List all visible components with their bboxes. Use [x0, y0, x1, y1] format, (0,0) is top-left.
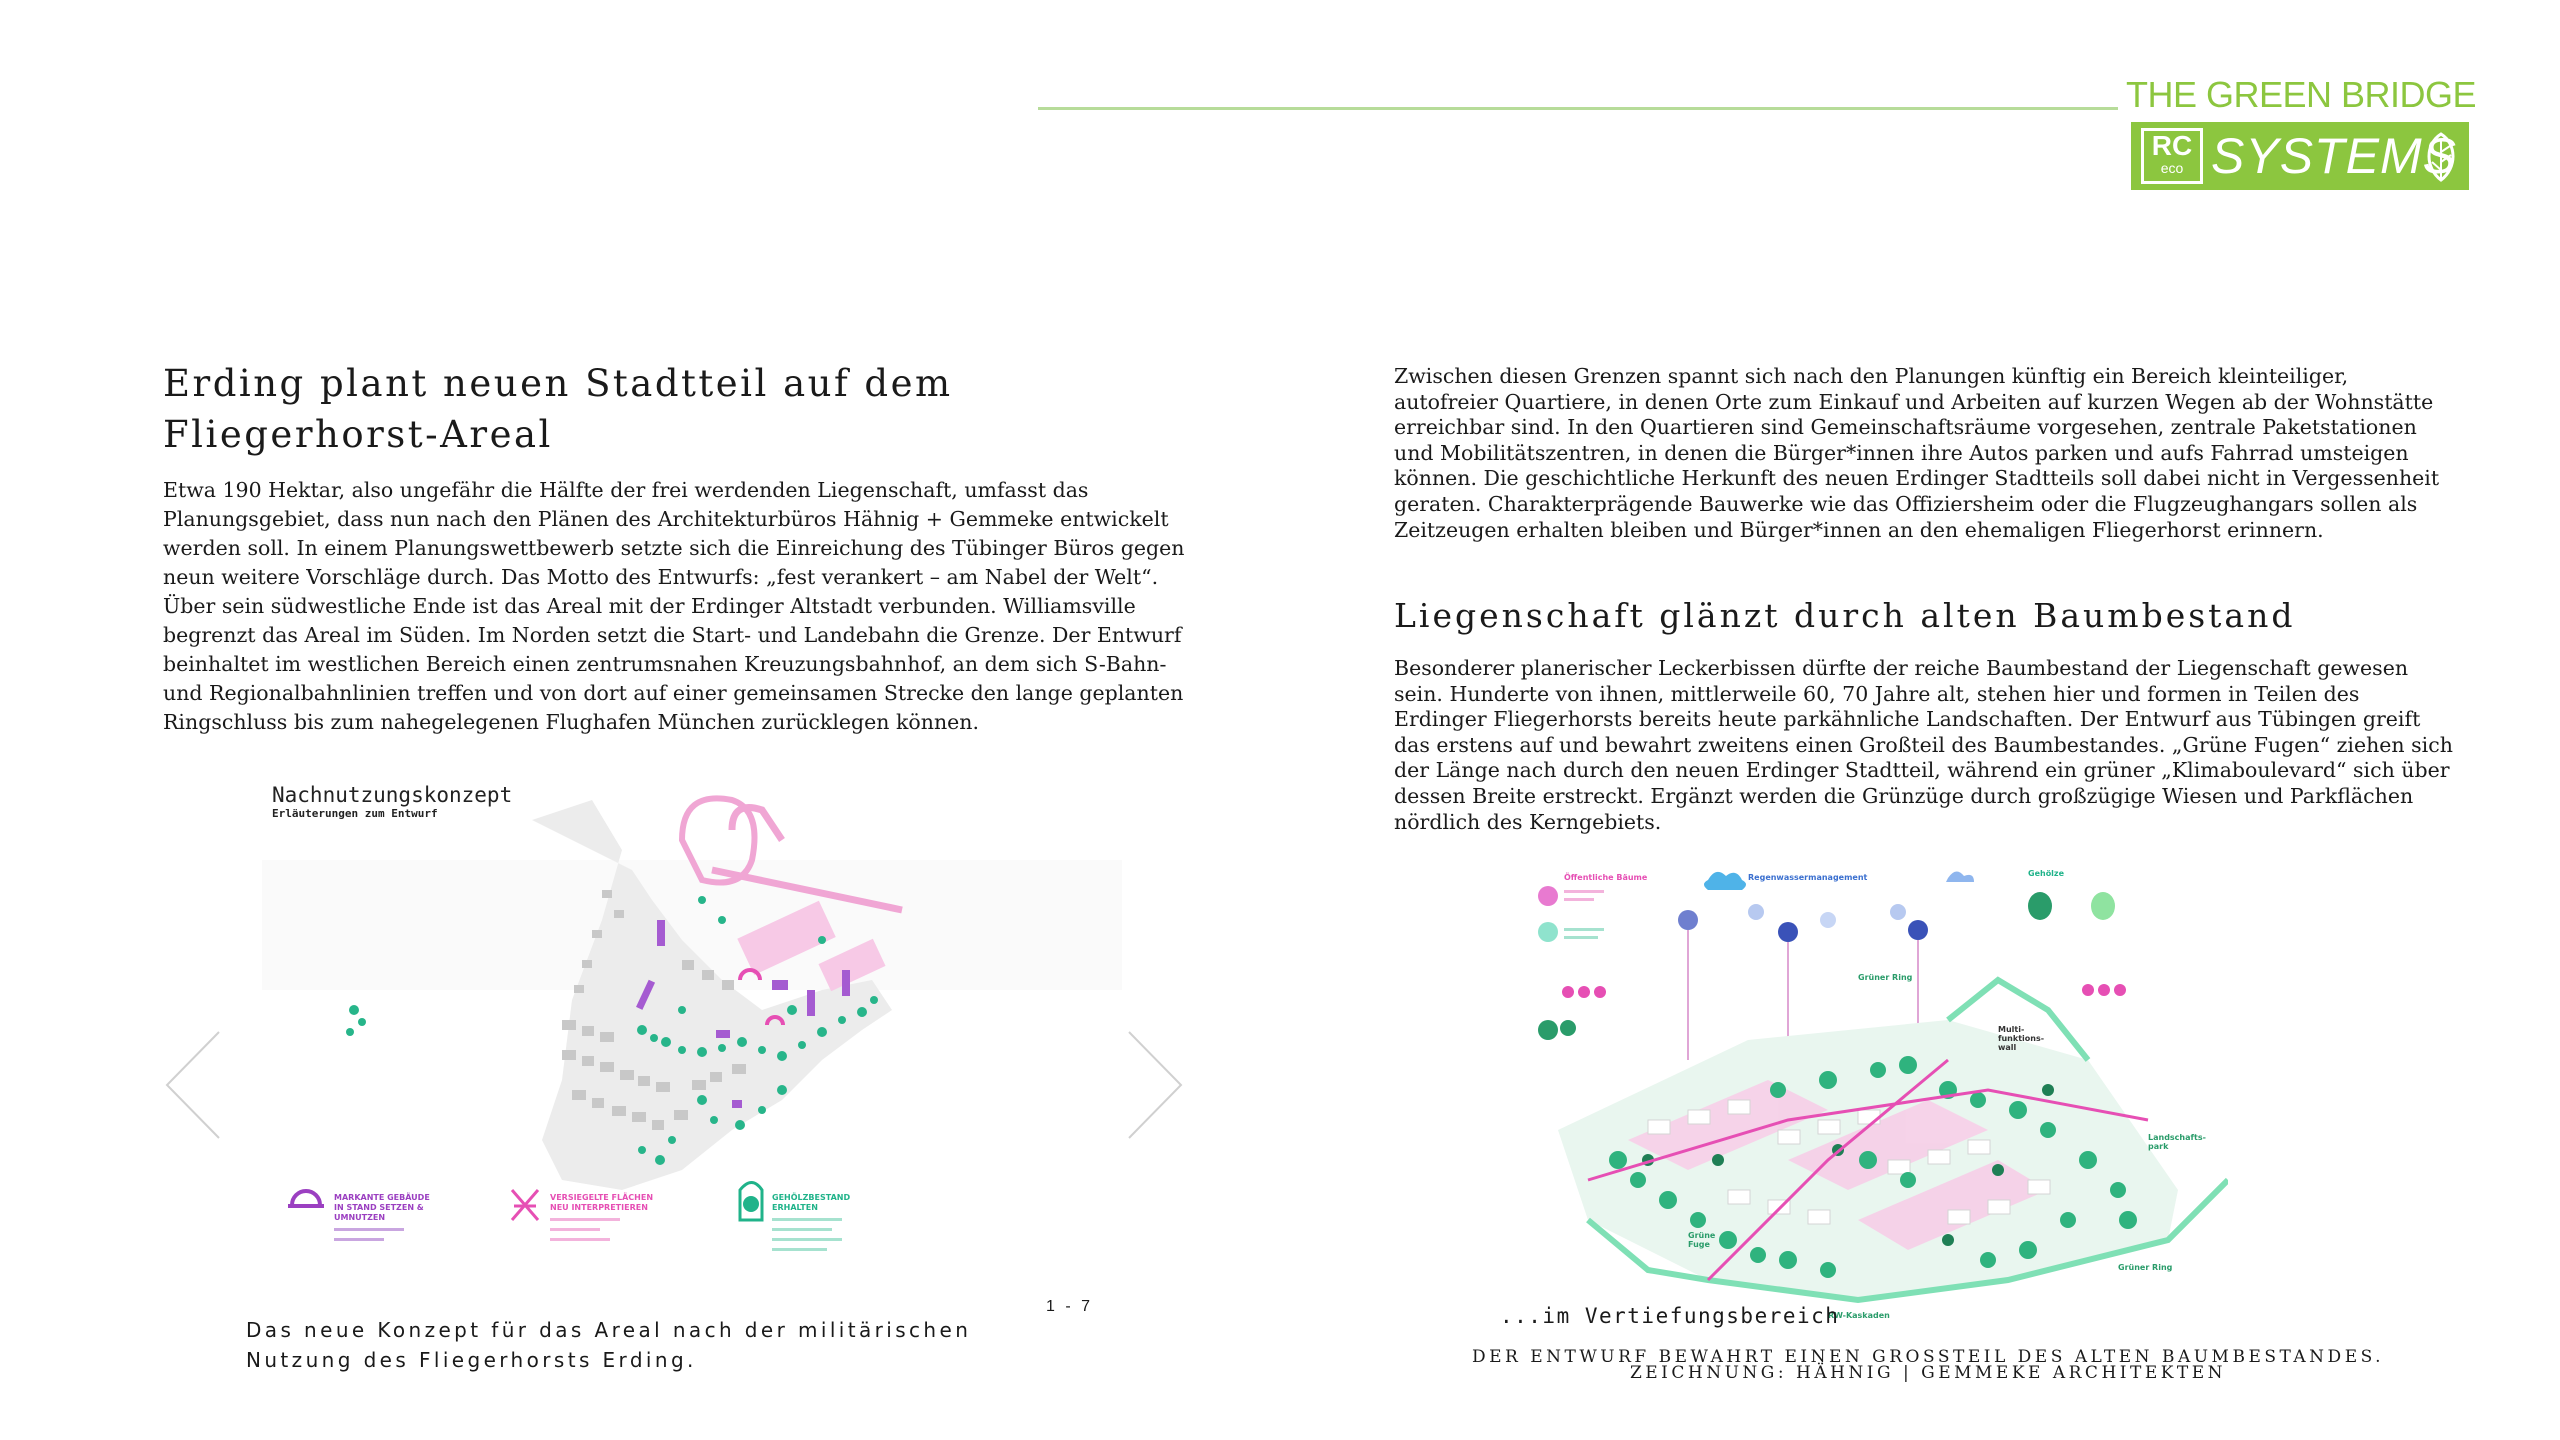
logo-rc-text: RC	[2151, 130, 2193, 161]
detail-plan-image	[1528, 860, 2228, 1320]
figure-title: Nachnutzungskonzept	[272, 783, 513, 807]
site-plan-image	[262, 780, 1122, 1300]
svg-text:ERHALTEN: ERHALTEN	[772, 1203, 818, 1212]
svg-text:funktions-: funktions-	[1998, 1034, 2045, 1043]
svg-text:GEHÖLZBESTAND: GEHÖLZBESTAND	[772, 1193, 851, 1202]
svg-text:VERSIEGELTE FLÄCHEN: VERSIEGELTE FLÄCHEN	[550, 1193, 654, 1202]
article-heading-left: Erding plant neuen Stadtteil auf dem Fliegerhorst-Areal	[163, 362, 953, 456]
svg-text:IN STAND SETZEN &: IN STAND SETZEN &	[334, 1203, 424, 1212]
prev-slide-arrow[interactable]	[163, 1030, 223, 1140]
figure-subtitle: Erläuterungen zum Entwurf	[272, 807, 438, 820]
logo-eco-text: eco	[2160, 160, 2184, 176]
arch-icon	[292, 1191, 320, 1205]
svg-text:Grüne: Grüne	[1688, 1231, 1716, 1240]
article-paragraph-left: Etwa 190 Hektar, also ungefähr die Hälfte der frei werdenden Liegenschaft, umfasst das Planungsgebiet, dass nun nach den Plänen des Architekturbüros Hähnig + Gemmeke entwickelt werden soll. In einem Planungswettbewerb setzte sich die Einreichung des Tübinger Büros gegen neun weitere Vorschläge durch. Das Motto des Entwurfs: „fest verankert – am Nabel der Welt“. Über sein südwestliche Ende ist das Areal mit der Erdinger Altstadt verbunden. Williamsville begrenzt das Areal im Süden. Im Norden setzt die Start- und Landebahn die Grenze. Der Entwurf beinhaltet im westlichen Bereich einen zentrumsnahen Kreuzungsbahnhof, an dem sich S-Bahn- und Regionalbahnlinien treffen und von dort auf einer gemeinsamen Strecke den lange geplanten Ringschluss bis zum nahegelegenen Flughafen München zurücklegen können.	[163, 478, 1185, 734]
figure-caption-right: DER ENTWURF BEWAHRT EINEN GROSSTEIL DES ALTEN BAUMBESTANDES. ZEICHNUNG: HÄHNIG | GEMMEKE ARCHITEKTEN	[1471, 1347, 2385, 1383]
svg-text:Regenwassermanagement: Regenwassermanagement	[1748, 873, 1868, 882]
header-divider	[1038, 107, 2118, 110]
figure-caption-left: Das neue Konzept für das Areal nach der militärischen Nutzung des Fliegerhorsts Erding.	[246, 1318, 972, 1372]
svg-text:Multi-: Multi-	[1998, 1025, 2025, 1034]
crossed-area-icon	[512, 1190, 538, 1220]
svg-text:MARKANTE GEBÄUDE: MARKANTE GEBÄUDE	[334, 1193, 430, 1202]
svg-text:Gehölze: Gehölze	[2028, 869, 2065, 878]
svg-text:park: park	[2148, 1142, 2169, 1151]
next-slide-arrow[interactable]	[1125, 1030, 1185, 1140]
svg-text:Fuge: Fuge	[1688, 1240, 1710, 1249]
logo-systems-text: SYSTEMS	[2211, 128, 2457, 184]
leaf-icon	[2421, 130, 2461, 184]
article-heading-right: Liegenschaft glänzt durch alten Baumbestand	[1394, 596, 2296, 635]
brand-logo[interactable]	[2131, 122, 2469, 190]
article-paragraph-right-1: Zwischen diesen Grenzen spannt sich nach den Planungen künftig ein Bereich kleinteiliger, autofreier Quartiere, in denen Orte zum Einkauf und Arbeiten auf kurzen Wegen ab der Wohnstätte erreichbar sind. In den Quartieren sind Gemeinschaftsräume vorgesehen, zentrale Paketstationen und Mobilitätszentren, in denen die Bürger*innen ihre Autos parken und aufs Fahrrad umsteigen können. Die geschichtliche Herkunft des neuen Erdinger Stadtteils soll dabei nicht in Vergessenheit geraten. Charakterprägende Bauwerke wie das Offiziersheim oder die Flugzeughangars sollen als Zeitzeugen erhalten bleiben und Bürger*innen an den ehemaligen Fliegerhorst erinnern.	[1394, 364, 2440, 542]
svg-text:RW-Kaskaden: RW-Kaskaden	[1828, 1311, 1890, 1320]
brand-title: THE GREEN BRIDGE	[2126, 74, 2477, 115]
svg-text:Grüner Ring: Grüner Ring	[1858, 973, 1913, 982]
slide-counter: 1 - 7	[1046, 1298, 1094, 1315]
article-paragraph-right-2: Besonderer planerischer Leckerbissen dürfte der reiche Baumbestand der Liegenschaft gewesen sein. Hunderte von ihnen, mittlerweile 60, 70 Jahre alt, stehen hier und formen in Teilen des Erdinger Fliegerhorsts bereits heute parkähnliche Landschaften. Der Entwurf aus Tübingen greift das erstens auf und bewahrt zweitens einen Großteil des Baumbestandes. „Grüne Fugen“ ziehen sich der Länge nach durch den neuen Erdinger Stadtteil, während ein grüner „Klimaboulevard“ sich über dessen Breite erstreckt. Ergänzt werden die Grünzüge durch großzügige Wiesen und Parkflächen nördlich des Kerngebiets.	[1394, 656, 2453, 834]
svg-text:Grüner Ring: Grüner Ring	[2118, 1263, 2173, 1272]
detail-figure-subtitle: ...im Vertiefungsbereich	[1500, 1304, 1840, 1328]
svg-text:NEU INTERPRETIEREN: NEU INTERPRETIEREN	[550, 1203, 648, 1212]
svg-text:UMNUTZEN: UMNUTZEN	[334, 1213, 386, 1222]
svg-text:wall: wall	[1998, 1043, 2017, 1052]
svg-text:Landschafts-: Landschafts-	[2148, 1133, 2206, 1142]
logo-rc-mark	[2141, 128, 2203, 184]
svg-text:Öffentliche Bäume: Öffentliche Bäume	[1564, 873, 1648, 882]
tree-icon	[740, 1183, 762, 1221]
